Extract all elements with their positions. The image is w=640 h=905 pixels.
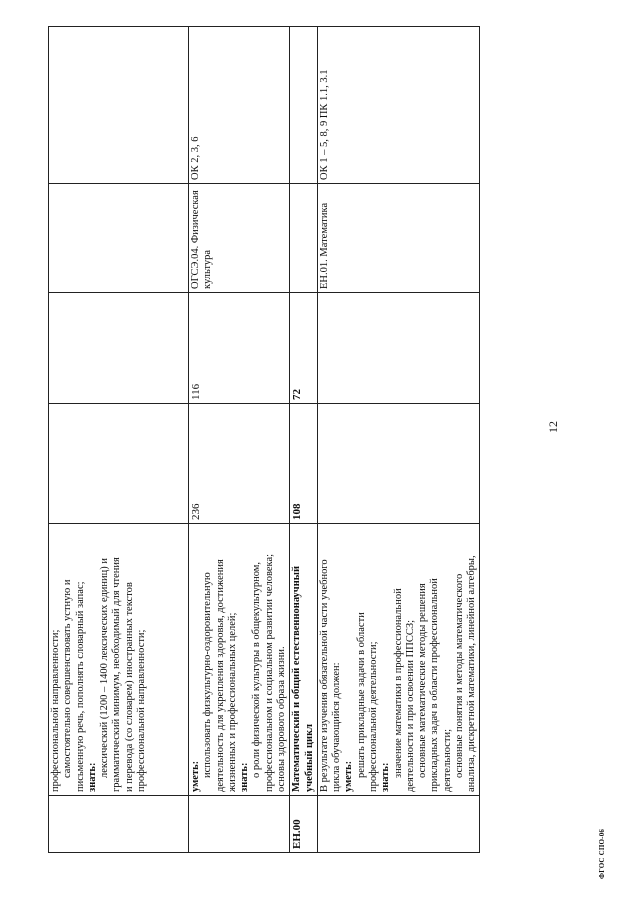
description-line: В результате изучения обязательной части учебного [318,559,330,792]
description-line: знать: [239,762,251,792]
description-line: и перевода (со словарем) иностранных текстов [123,582,135,792]
row-description [317,524,480,796]
description-line: знать: [380,762,392,792]
curriculum-table [48,26,480,853]
competency-codes [49,27,189,184]
description-line: значение математики в профессиональной [392,588,404,778]
description-line: деятельности и при освоении ППССЗ; [404,619,416,792]
competency-codes [290,27,318,184]
description-line: профессиональном и социальном развитии человека; [263,553,275,792]
discipline-name [49,184,189,293]
description-line: жизненных и профессиональных целей; [226,612,238,792]
obligatory-hours: 116 [189,293,290,404]
obligatory-hours [49,293,189,404]
row-code: ЕН.00 [290,796,318,853]
table-row [189,27,290,853]
competency-codes: ОК 2, 3, 6 [189,27,290,184]
description-line: прикладных задач в области профессиональной [429,578,441,792]
discipline-name: ЕН.01. Математика [317,184,480,293]
description-line: самостоятельно совершенствовать устную и [62,579,74,778]
discipline-name [290,184,318,293]
max-hours: 236 [189,404,290,524]
table-row [49,27,189,853]
description-line: анализа, дискретной математики, линейной алгебры, [466,555,478,792]
description-line: профессиональной деятельности; [367,641,379,792]
description-line: решать прикладные задачи в области [355,612,367,778]
footer-label: ФГОС СПО-06 [598,828,606,879]
max-hours [317,404,480,524]
rotated-page-content [26,27,614,879]
obligatory-hours [317,293,480,404]
description-line: цикла обучающийся должен: [331,662,343,792]
row-code [49,796,189,853]
description-line: деятельность для укрепления здоровья, достижения [214,559,226,792]
description-line: учебный цикл [303,723,315,792]
discipline-name: ОГСЭ.04. Физическая культура [189,184,290,293]
row-description [290,524,318,796]
description-line: лексический (1200 – 1400 лексических единиц) и [99,557,111,778]
description-line: основные понятия и методы математического [453,573,465,778]
description-line: деятельности; [441,728,453,792]
description-line: основы здорового образа жизни. [275,646,287,792]
table-row [317,27,480,853]
description-line: профессиональной направленности; [50,629,61,792]
row-description [189,524,290,796]
competency-codes: ОК 1 – 5, 8, 9 ПК 1.1, 3.1 [317,27,480,184]
description-line: письменную речь, пополнять словарный запас; [74,581,86,792]
description-line: уметь: [190,760,201,792]
page-number: 12 [546,421,560,433]
table-row [290,27,318,853]
description-line: уметь: [343,760,355,792]
max-hours [49,404,189,524]
row-code [189,796,290,853]
description-line: о роли физической культуры в общекультурном, [251,561,263,778]
description-line: Математический и общий естественнонаучный [291,565,303,792]
description-line: знать: [86,762,98,792]
description-line: основные математические методы решения [417,583,429,778]
row-code [317,796,480,853]
row-description [49,524,189,796]
description-line: использовать физкультурно-оздоровительную [202,572,214,778]
description-line: профессиональной направленности; [135,629,147,792]
obligatory-hours: 72 [290,293,318,404]
max-hours: 108 [290,404,318,524]
description-line: грамматический минимум, необходимый для чтения [111,557,123,792]
table-body [49,27,480,853]
